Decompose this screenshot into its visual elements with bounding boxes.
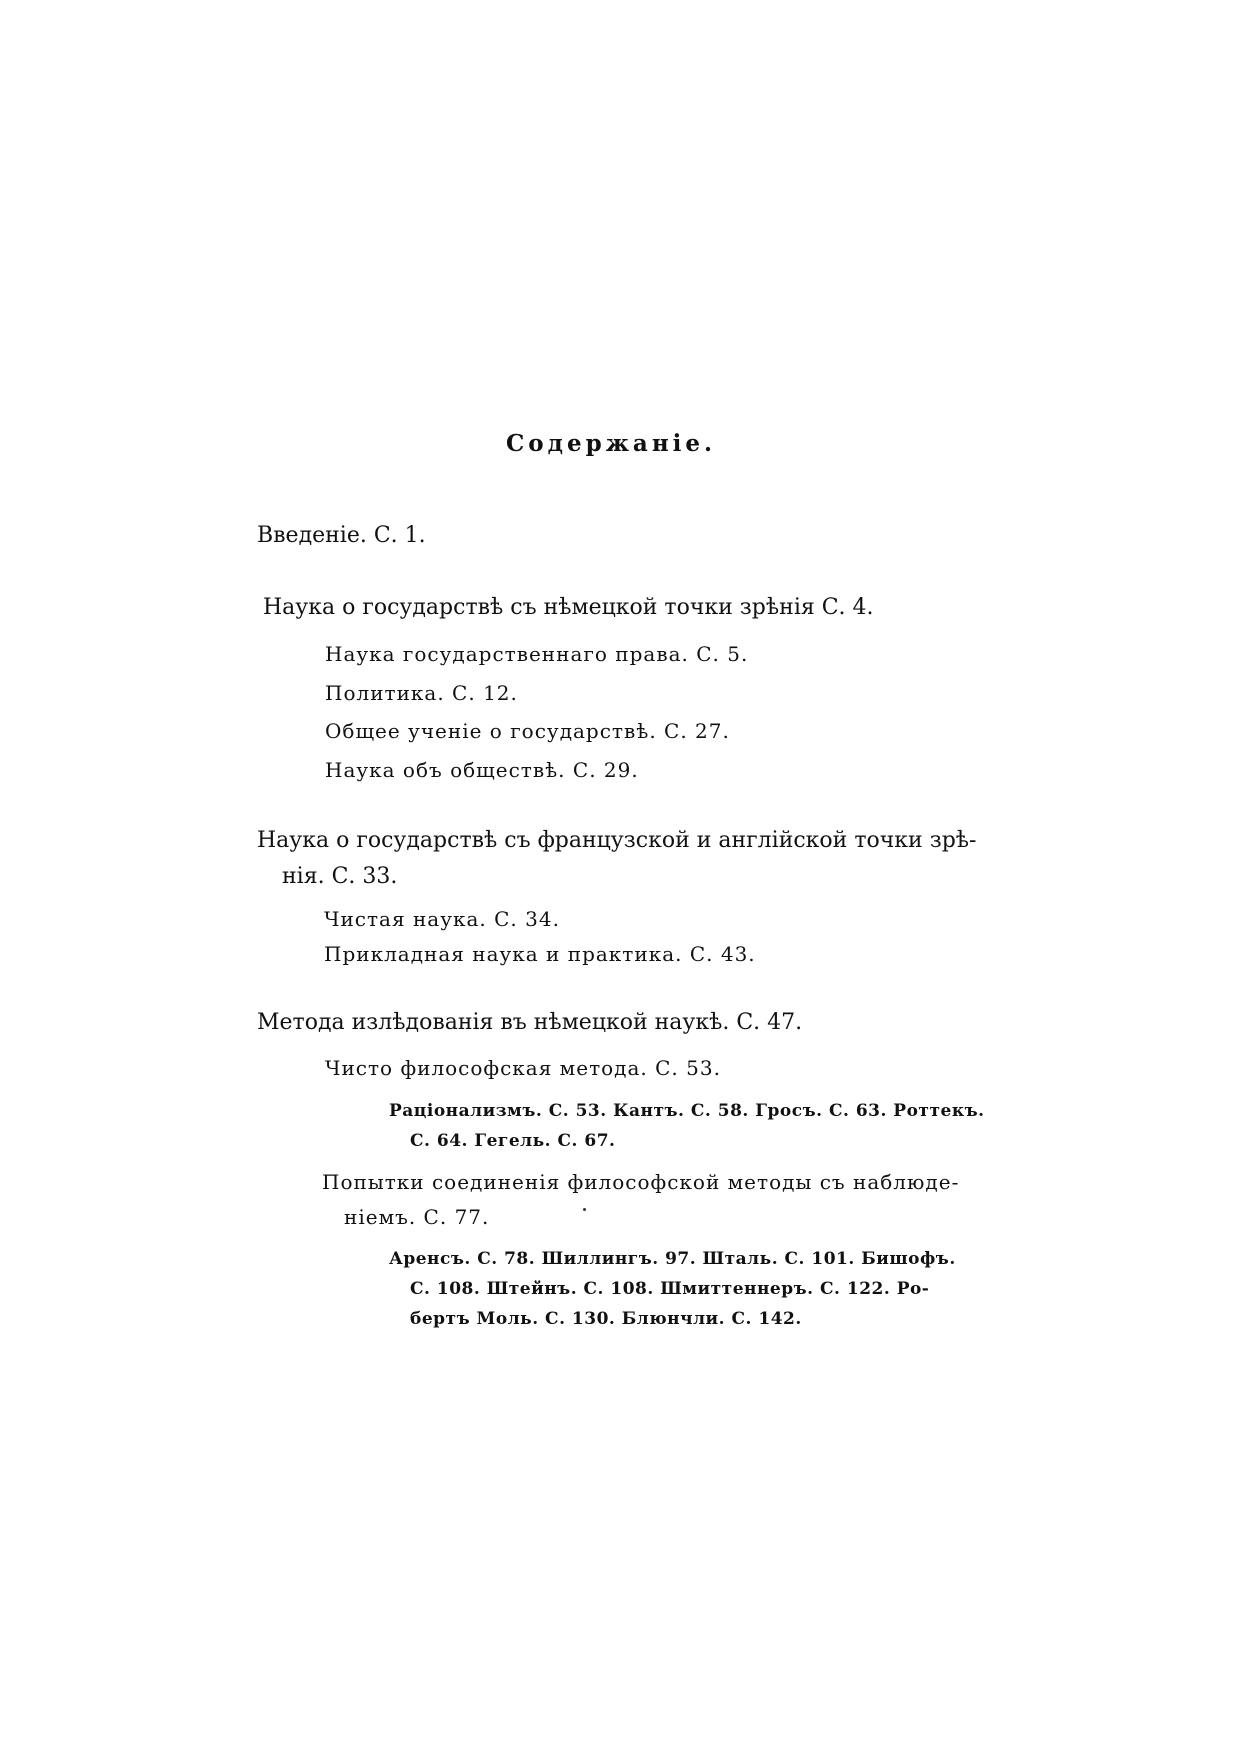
toc-section2-heading-cont: нія. С. 33. — [282, 864, 398, 889]
toc-section2-heading: Наука о государствѣ съ французской и англійской точки зрѣ- — [257, 828, 977, 853]
toc-section3-sub2-detail: бертъ Моль. С. 130. Блюнчли. С. 142. — [410, 1309, 802, 1329]
toc-section3-sub1-detail: С. 64. Гегель. С. 67. — [410, 1131, 616, 1151]
toc-introduction: Введеніе. С. 1. — [257, 523, 426, 548]
toc-section3-heading: Метода излѣдованія въ нѣмецкой наукѣ. С. 47. — [257, 1010, 803, 1035]
toc-section2-item: Чистая наука. С. 34. — [324, 907, 560, 931]
toc-section3-sub1-heading: Чисто философская метода. С. 53. — [325, 1056, 721, 1080]
toc-section3-sub2-heading-cont: ніемъ. С. 77. — [344, 1205, 490, 1229]
toc-section1-item: Политика. С. 12. — [325, 681, 518, 705]
ink-speck — [583, 1208, 586, 1211]
toc-section3-sub1-detail: Раціонализмъ. С. 53. Кантъ. С. 58. Гросъ. С. 63. Роттекъ. — [389, 1101, 985, 1121]
page-title: Содержаніе. — [506, 430, 717, 457]
toc-section3-sub2-heading: Попытки соединенія философской методы съ наблюде- — [322, 1170, 960, 1194]
toc-section3-sub2-detail: Аренсъ. С. 78. Шиллингъ. 97. Шталь. С. 101. Бишофъ. — [389, 1249, 956, 1269]
toc-section1-item: Наука государственнаго права. С. 5. — [325, 642, 749, 666]
toc-section3-sub2-detail: С. 108. Штейнъ. С. 108. Шмиттеннеръ. С. 122. Ро- — [410, 1279, 930, 1299]
toc-section1-heading: Наука о государствѣ съ нѣмецкой точки зрѣнія С. 4. — [263, 595, 874, 620]
toc-section2-item: Прикладная наука и практика. С. 43. — [324, 942, 756, 966]
toc-section1-item: Общее ученіе о государствѣ. С. 27. — [325, 719, 730, 743]
toc-section1-item: Наука объ обществѣ. С. 29. — [325, 758, 639, 782]
